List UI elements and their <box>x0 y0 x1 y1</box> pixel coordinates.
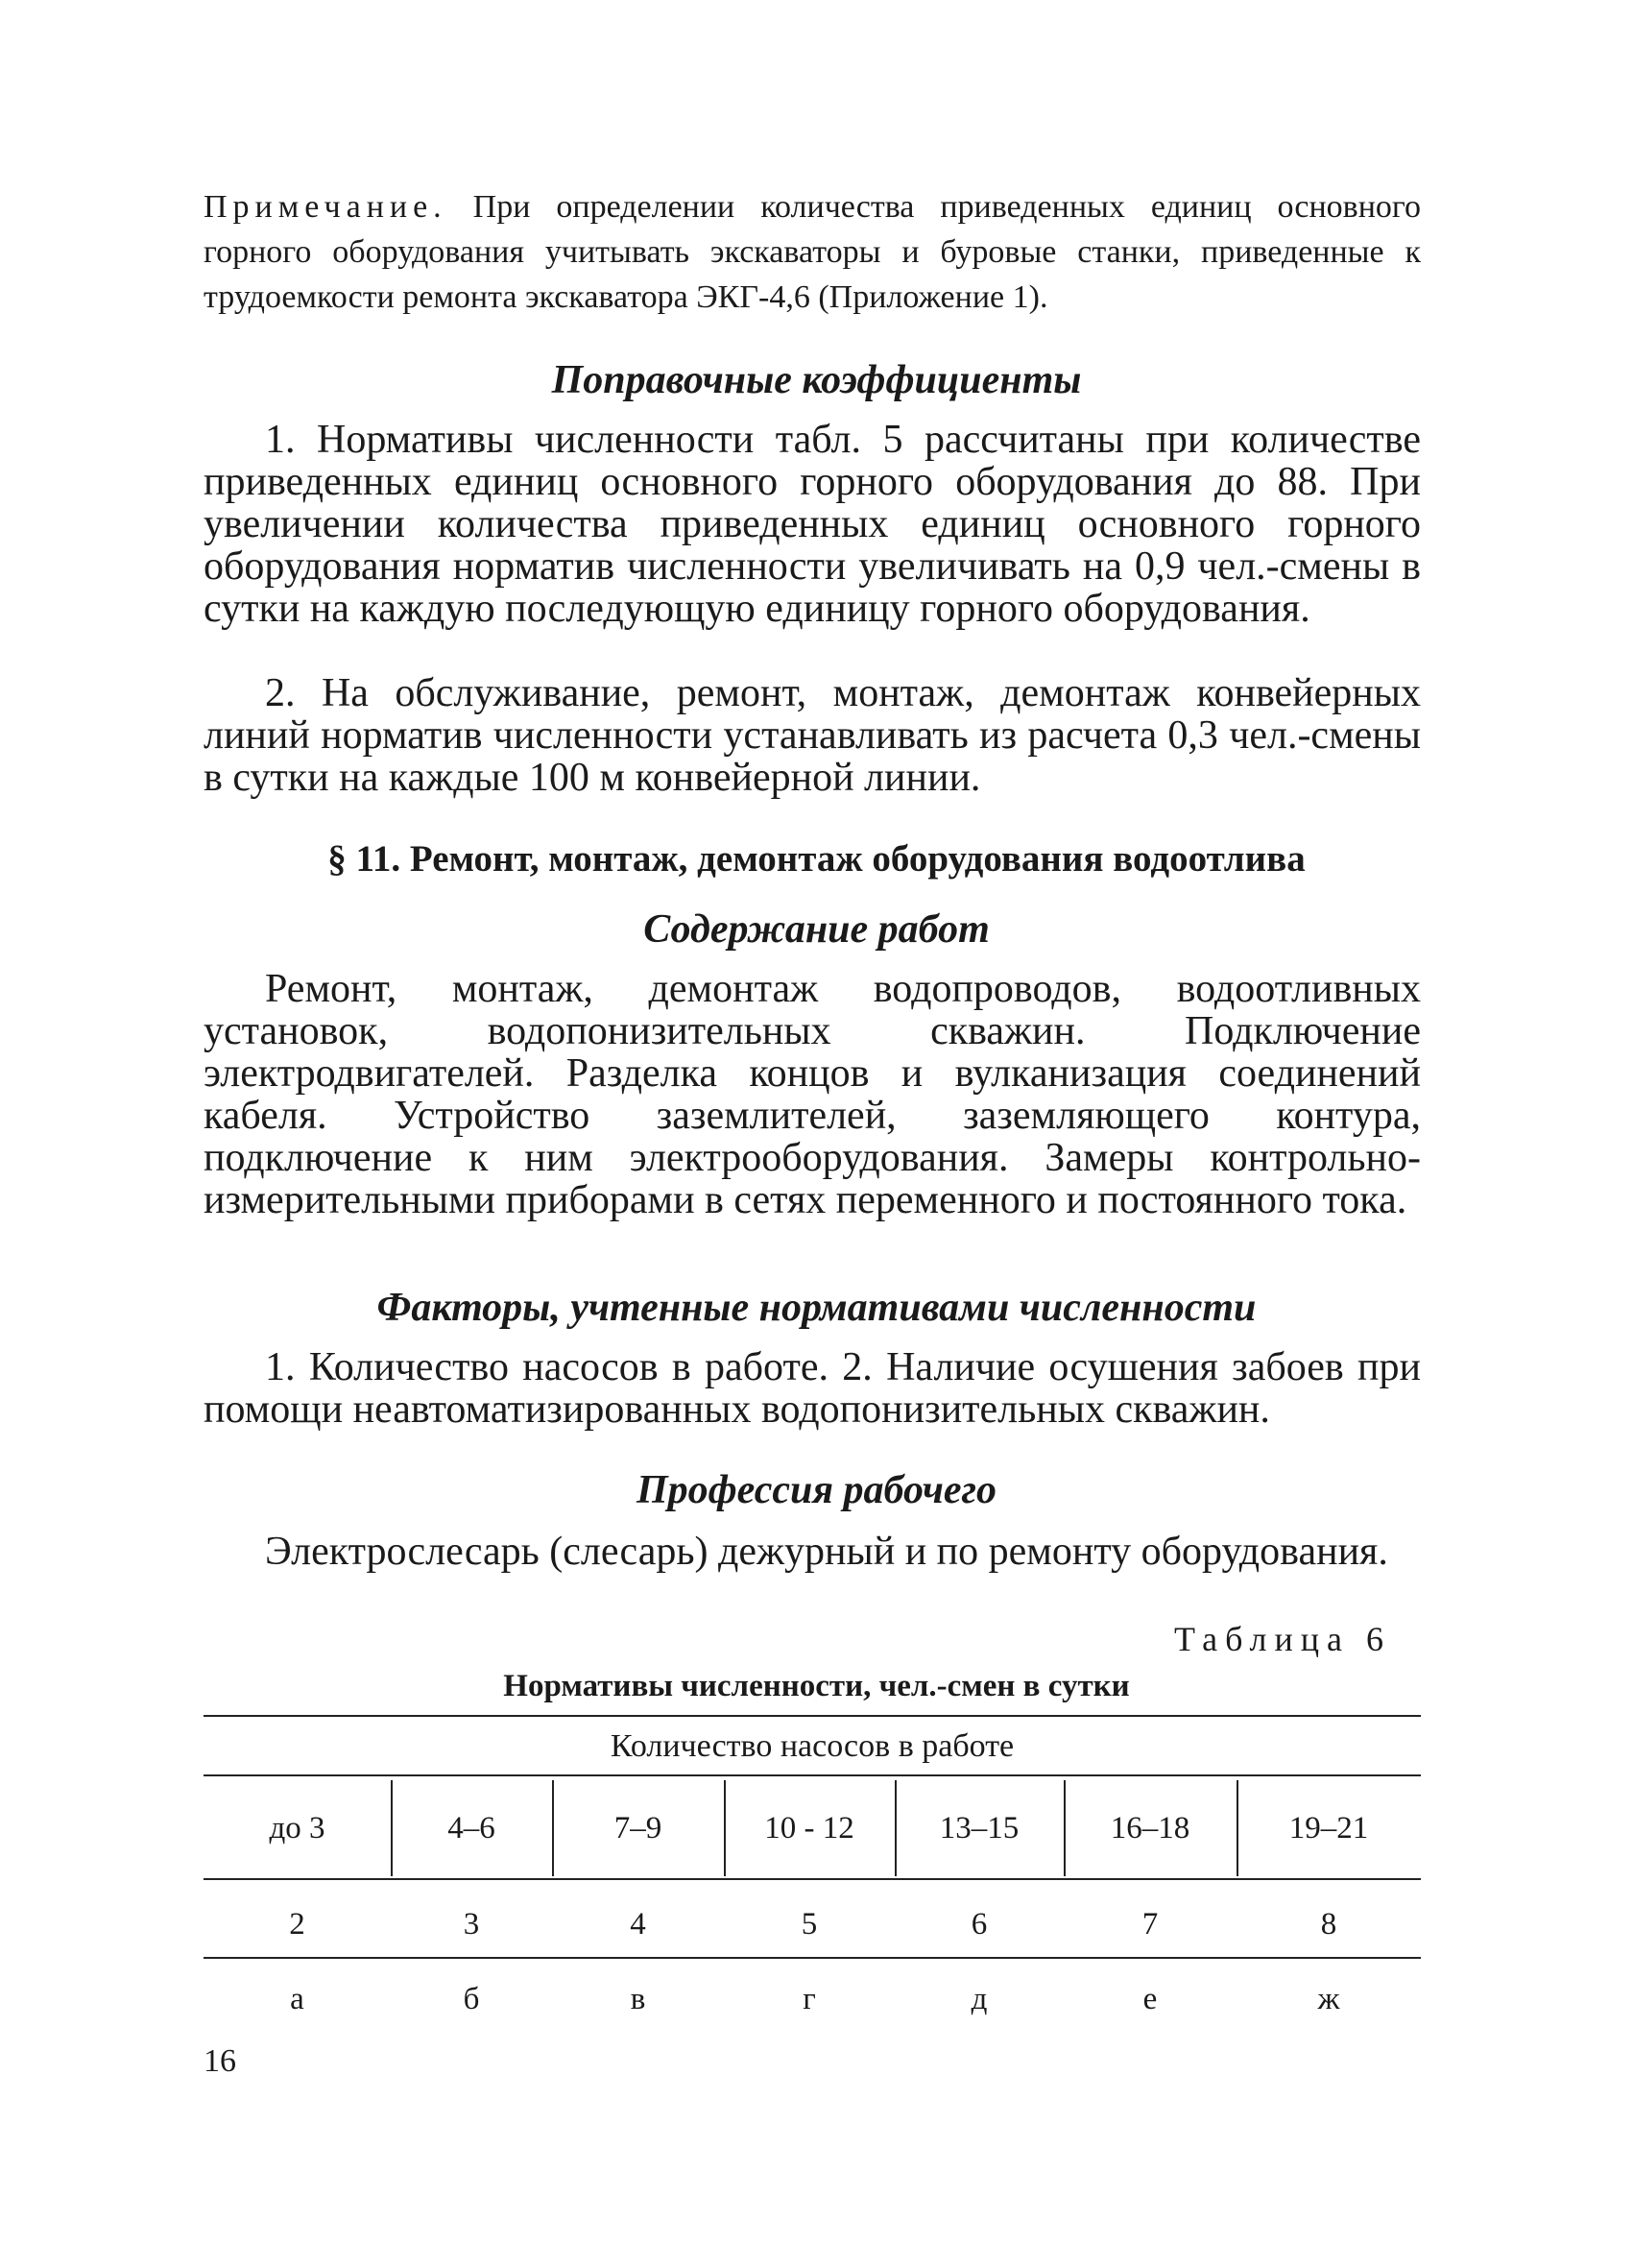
column-header: 16–18 <box>1110 1810 1190 1846</box>
column-header: 19–21 <box>1288 1810 1369 1846</box>
section-title: § 11. Ремонт, монтаж, демонтаж оборудования водоотлива <box>327 838 1306 880</box>
table-group-header: Количество насосов в работе <box>610 1728 1015 1764</box>
factors-paragraph: 1. Количество насосов в работе. 2. Наличие осушения забоев при помощи неавтоматизированных водопонизительных скважин. <box>204 1345 1421 1432</box>
note-label: Примечание. <box>204 189 447 225</box>
row-number-cell: 4 <box>630 1906 646 1942</box>
row-letter-cell: г <box>803 1981 816 2016</box>
profession-heading: Профессия рабочего <box>636 1468 997 1512</box>
corrections-paragraph-1: 1. Нормативы численности табл. 5 рассчитаны при количестве приведенных единиц основного горного оборудования до 88. При увеличении количества приведенных единиц основного горного оборудования норматив численности увеличивать на 0,9 чел.-смены в сутки на каждую последующую единицу горного оборудования. <box>204 418 1421 631</box>
content-paragraph: Ремонт, монтаж, демонтаж водопроводов, водоотливных установок, водопонизительных скважин. Подключение электродвигателей. Разделка концов и вулканизация соединений кабеля. Устройство заземлителей, заземляющего контура, подключение к ним электрооборудования. Замеры контрольно-измерительными приборами в сетях переменного и постоянного тока. <box>204 967 1421 1222</box>
row-letter-cell: б <box>463 1981 480 2016</box>
table-columns-rule <box>204 1878 1421 1880</box>
page-number: 16 <box>204 2043 236 2079</box>
table-top-rule <box>204 1715 1421 1717</box>
note-text: При определении количества приведенных единиц основного горного оборудования учитывать экскаваторы и буровые станки, приведенные к трудоемкости ремонта экскаватора ЭКГ-4,6 (Приложение 1). <box>204 189 1421 315</box>
column-header: 10 - 12 <box>764 1810 854 1846</box>
table-title: Нормативы численности, чел.-смен в сутки <box>503 1669 1130 1703</box>
row-letter-cell: а <box>290 1981 304 2016</box>
row-number-cell: 6 <box>971 1906 988 1942</box>
note-paragraph <box>204 184 1421 320</box>
content-heading: Содержание работ <box>643 907 990 952</box>
row-letter-cell: д <box>971 1981 988 2016</box>
row-letter-cell: ж <box>1317 1981 1340 2016</box>
row-number-cell: 3 <box>463 1906 480 1942</box>
table-numbers-rule <box>204 1957 1421 1959</box>
profession-paragraph: Электрослесарь (слесарь) дежурный и по ремонту оборудования. <box>265 1530 1388 1574</box>
row-number-cell: 7 <box>1141 1906 1159 1942</box>
row-number-cell: 8 <box>1320 1906 1337 1942</box>
factors-heading: Факторы, учтенные нормативами численности <box>376 1286 1257 1330</box>
column-header: 13–15 <box>939 1810 1020 1846</box>
row-number-cell: 5 <box>801 1906 818 1942</box>
column-header: 4–6 <box>447 1810 495 1846</box>
row-letter-cell: в <box>630 1981 646 2016</box>
corrections-heading: Поправочные коэффициенты <box>551 358 1082 402</box>
row-letter-cell: е <box>1142 1981 1158 2016</box>
row-number-cell: 2 <box>289 1906 305 1942</box>
column-header: до 3 <box>269 1810 325 1846</box>
corrections-paragraph-2: 2. На обслуживание, ремонт, монтаж, демонтаж конвейерных линий норматив численности устанавливать из расчета 0,3 чел.-смены в сутки на каждые 100 м конвейерной линии. <box>204 671 1421 800</box>
table-header-rule <box>204 1774 1421 1776</box>
table-caption: Таблица 6 <box>1174 1620 1391 1658</box>
column-header: 7–9 <box>613 1810 662 1846</box>
